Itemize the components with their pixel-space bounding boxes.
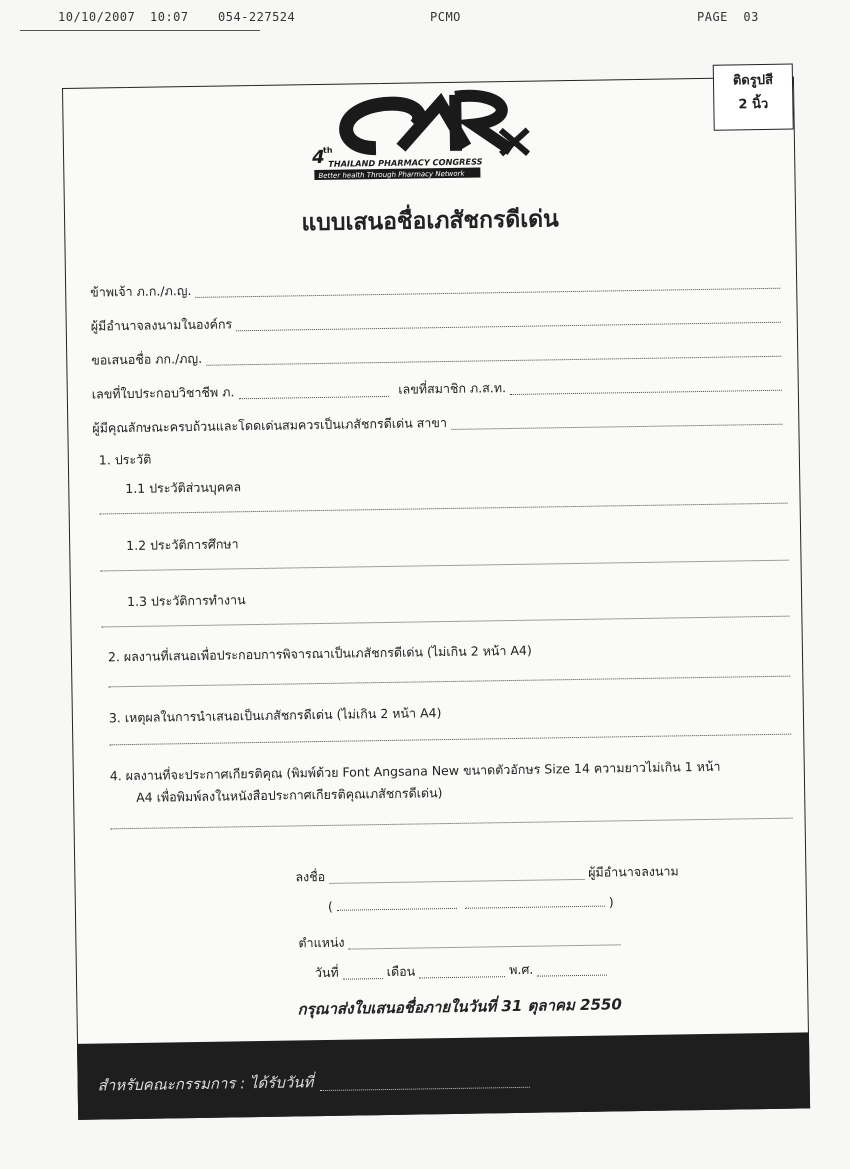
day-input-line[interactable]: [343, 978, 383, 980]
qualified-input-line[interactable]: [451, 424, 782, 430]
license-input-line[interactable]: [238, 396, 388, 399]
nominee-label: ขอเสนอชื่อ ภก./ภญ.: [91, 350, 203, 368]
form-title: แบบเสนอชื่อเภสัชกรดีเด่น: [301, 206, 559, 237]
signer-name-line-2[interactable]: [465, 906, 605, 909]
fax-page: PAGE 03: [697, 10, 759, 24]
logo-event-name: THAILAND PHARMACY CONGRESS: [328, 156, 483, 169]
section-3-input-line[interactable]: [109, 734, 791, 746]
nominee-input-line[interactable]: [206, 356, 781, 366]
committee-received-line[interactable]: [319, 1087, 529, 1091]
fax-time: 10:07: [150, 10, 189, 24]
sign-label: ลงชื่อ: [295, 868, 326, 885]
committee-received-label: สำหรับคณะกรรมการ : ได้รับวันที่: [97, 1073, 314, 1095]
nomination-form: [62, 72, 810, 1120]
position-input-line[interactable]: [349, 944, 621, 949]
paren-open: (: [327, 898, 333, 914]
photo-box-line1: ติดรูปสี: [732, 72, 774, 89]
submission-deadline: กรุณาส่งใบเสนอชื่อภายในวันที่ 31 ตุลาคม 2550: [297, 995, 622, 1019]
logo-tagline: Better health Through Pharmacy Network: [318, 169, 465, 180]
section-4-input-line[interactable]: [111, 818, 793, 830]
qualified-field[interactable]: [92, 408, 782, 439]
authorized-input-line[interactable]: [236, 322, 780, 332]
fax-sender: PCMO: [430, 10, 461, 24]
section-1-heading: 1. ประวัติ: [98, 451, 152, 468]
year-label: พ.ศ.: [509, 961, 534, 978]
section-1-1-input-line[interactable]: [100, 503, 788, 515]
section-1-1-heading: 1.1 ประวัติส่วนบุคคล: [125, 479, 242, 497]
qualified-label: ผู้มีคุณลักษณะครบถ้วนและโดดเด่นสมควรเป็นเภสัชกรดีเด่น สาขา: [92, 414, 448, 436]
license-label: เลขที่ใบประกอบวิชาชีพ ภ.: [91, 384, 235, 402]
logo-mark-icon: [346, 94, 528, 157]
position-row[interactable]: [298, 928, 624, 953]
section-4-heading: 4. ผลงานที่จะประกาศเกียรติคุณ (พิมพ์ด้วย Font Angsana New ขนาดตัวอักษร Size 14 ความยาวไม่เกิน 1 หน้า: [109, 758, 721, 784]
month-input-line[interactable]: [419, 976, 505, 978]
day-label: วันที่: [314, 964, 339, 981]
section-3-heading: 3. เหตุผลในการนำเสนอเป็นเภสัชกรดีเด่น (ไม่เกิน 2 หน้า A4): [108, 705, 442, 726]
fax-number: 054-227524: [218, 10, 296, 24]
year-input-line[interactable]: [537, 975, 607, 977]
section-1-2-input-line[interactable]: [101, 560, 789, 572]
photo-box-line2: 2 นิ้ว: [738, 96, 769, 113]
member-no-label: เลขที่สมาชิก ภ.ส.ท.: [398, 380, 507, 397]
section-1-2-heading: 1.2 ประวัติการศึกษา: [126, 536, 239, 554]
proposer-label: ข้าพเจ้า ภ.ก./ภ.ญ.: [90, 282, 192, 300]
signature-row[interactable]: [295, 861, 679, 887]
committee-footer: [77, 1032, 810, 1119]
section-2-heading: 2. ผลงานที่เสนอเพื่อประกอบการพิจารณาเป็นเภสัชกรดีเด่น (ไม่เกิน 2 หน้า A4): [107, 642, 532, 665]
photo-box: [713, 64, 794, 131]
signer-name-line-1[interactable]: [337, 908, 457, 911]
sign-input-line[interactable]: [329, 879, 584, 884]
section-4-heading-cont: A4 เพื่อพิมพ์ลงในหนังสือประกาศเกียรติคุณเภสัชกรดีเด่น): [136, 785, 443, 805]
license-field[interactable]: [92, 374, 782, 405]
logo-ordinal-suffix: th: [322, 145, 333, 155]
section-2-input-line[interactable]: [108, 676, 790, 688]
position-label: ตำแหน่ง: [298, 934, 345, 951]
committee-received-row: [97, 1067, 529, 1098]
congress-logo: [305, 83, 547, 187]
authorized-field[interactable]: [91, 306, 781, 337]
paren-close: ): [608, 894, 614, 910]
date-row[interactable]: [315, 958, 612, 983]
logo-ordinal: 4: [311, 146, 325, 169]
proposer-field[interactable]: [90, 272, 780, 303]
section-1-3-heading: 1.3 ประวัติการทำงาน: [126, 592, 246, 610]
authorized-label: ผู้มีอำนาจลงนามในองค์กร: [90, 316, 233, 334]
signer-name-row[interactable]: [328, 894, 614, 913]
fax-date: 10/10/2007: [58, 10, 136, 24]
member-no-input-line[interactable]: [510, 390, 782, 395]
fax-underline: [20, 30, 260, 31]
section-1-3-input-line[interactable]: [101, 616, 789, 628]
proposer-input-line[interactable]: [196, 288, 781, 298]
sign-role: ผู้มีอำนาจลงนาม: [588, 863, 679, 880]
month-label: เดือน: [386, 963, 416, 980]
nominee-field[interactable]: [91, 340, 781, 371]
